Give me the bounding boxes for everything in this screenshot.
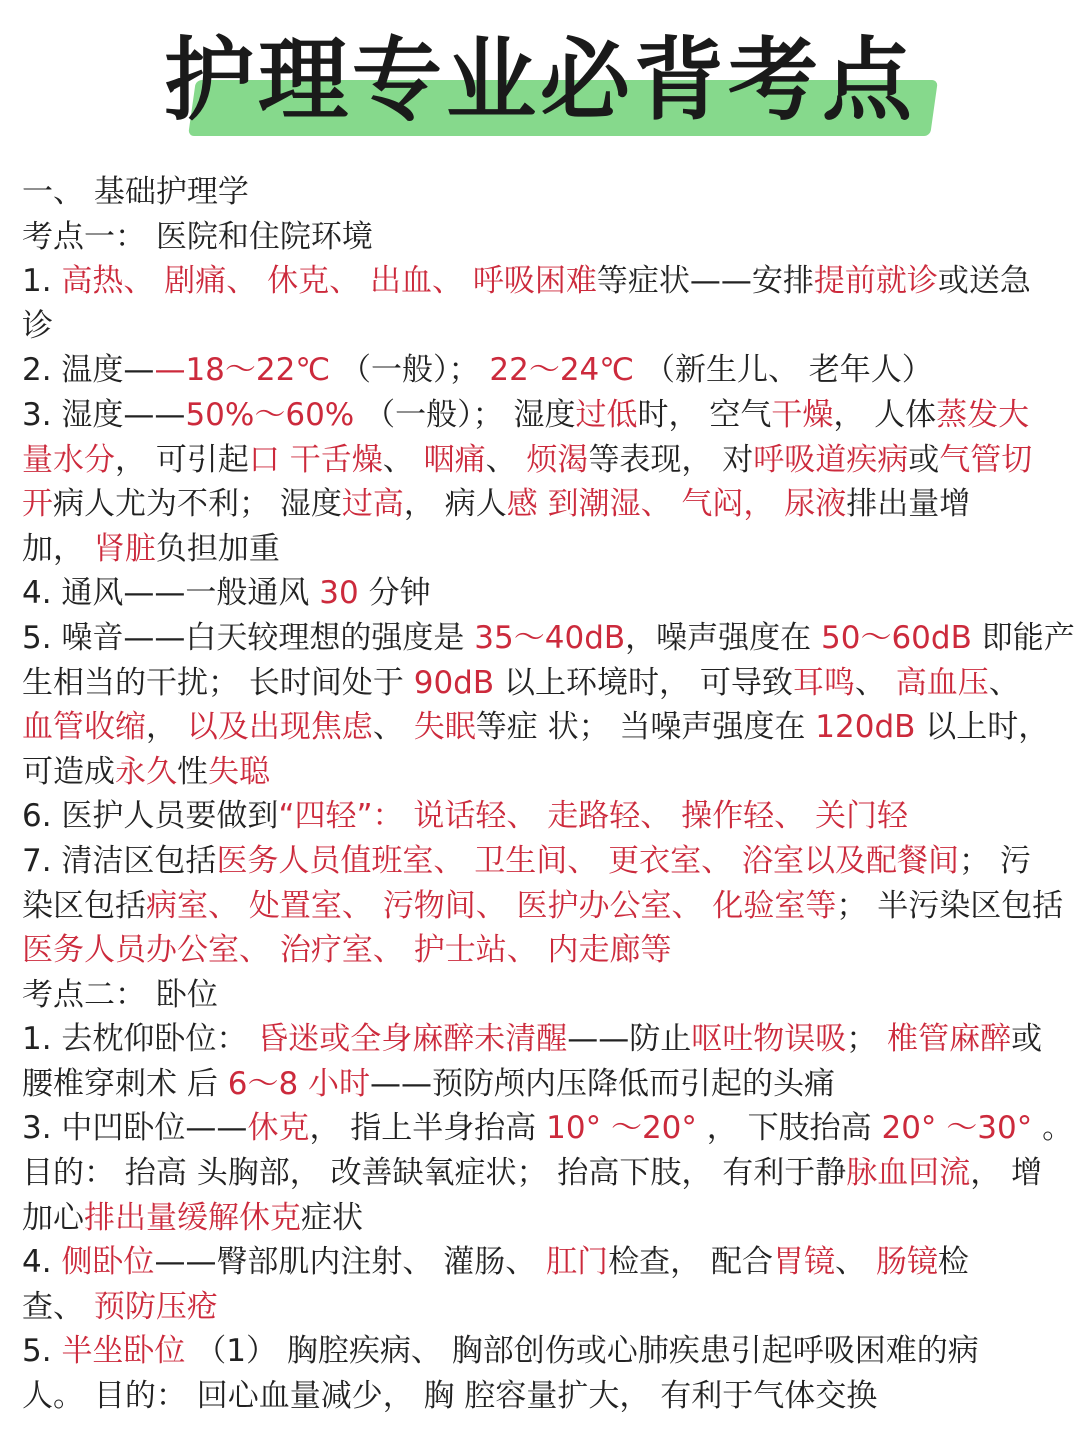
body-text: 检 [937,1244,969,1281]
body-text: 腰椎穿刺术 后 [22,1065,228,1102]
text-line [22,1329,1062,1374]
body-text: 。 [1032,1110,1074,1147]
highlight-text: 提前就诊 [813,263,938,300]
text-line [22,839,1062,884]
highlight-text: 干燥 [771,396,834,433]
text-line [22,1374,1062,1419]
highlight-text: 高热、 剧痛、 休克、 出血、 呼吸困难 [61,263,597,300]
body-text: 性 [177,753,208,790]
text-line [22,661,1062,706]
highlight-text: 过高 [341,486,404,523]
highlight-text: 50～60dB [821,619,972,656]
body-text: 染区包括 [22,887,146,924]
body-text: 查、 [22,1288,94,1325]
highlight-text: 20° ～30° [881,1110,1033,1147]
body-text: 目的： 抬高 头胸部， 改善缺氧症状； 抬高下肢， 有利于静 [22,1155,847,1192]
body-text: 、 [485,441,527,478]
body-text: 可造成 [22,753,115,790]
body-text: （一般）； 湿度 [354,396,576,433]
body-text: 等症状——安排 [596,263,814,300]
highlight-text: 肛门 [546,1244,609,1281]
body-text: 3. 中凹卧位—— [22,1110,248,1147]
body-text: ； 半污染区包括 [836,887,1064,924]
body-text: ——预防颅内压降低而引起的头痛 [370,1065,836,1102]
highlight-text: 过低 [575,396,638,433]
highlight-text: 医务人员值班室、 卫生间、 更衣室、 浴室以及配餐间 [216,842,959,879]
highlight-text: 高血压 [895,664,989,701]
highlight-text: 呕吐物误吸 [691,1021,847,1058]
text-line [22,527,1062,572]
text-line [22,170,1062,215]
highlight-text: 昏迷或全身麻醉未清醒 [257,1021,568,1058]
body-text: ——防止 [567,1021,692,1058]
highlight-text: 感 到潮湿、 气闷， 尿液 [506,486,847,523]
body-text: 、 [854,664,896,701]
highlight-text: 失眠 [413,709,476,746]
body-text: 一、 基础护理学 [22,174,249,210]
text-line [22,1196,1062,1241]
body-text: ， 指上半身抬高 [309,1110,547,1147]
text-line [22,571,1062,616]
text-line [22,616,1075,661]
text-line [22,438,1062,483]
body-text: ， [146,709,187,746]
text-line [22,215,1062,260]
highlight-text: 呼吸道疾病 [753,441,909,478]
body-text: 人。 目的： 回心血量减少， 胸 腔容量扩大， 有利于气体交换 [22,1378,878,1415]
highlight-text: 胃镜 [773,1244,836,1281]
highlight-text: 休克 [247,1110,310,1147]
highlight-text: 30 [319,575,359,612]
body-text: ， 人体 [833,396,937,433]
highlight-text: 侧卧位 [61,1244,155,1281]
title-area [0,0,1080,160]
body-text: （一般）； [330,352,490,389]
body-text: 即能产 [971,619,1075,656]
highlight-text: 血管收缩 [22,709,146,746]
body-text: 排出量增 [846,486,971,523]
body-text: （1） 胸腔疾病、 胸部创伤或心肺疾患引起呼吸困难的病 [185,1333,979,1370]
body-text: 4. [22,1244,62,1281]
body-text: 以上环境时， 可导致 [494,664,793,701]
text-line [22,393,1062,438]
body-text: 分钟 [358,575,431,612]
body-text: 症状 [301,1199,363,1236]
body-text: ； [846,1021,888,1058]
body-text: 4. 通风——一般通风 [22,575,320,612]
text-line [22,973,1062,1018]
highlight-text: 永久 [115,753,177,790]
highlight-text: 肾脏 [93,530,156,567]
text-line [22,884,1062,929]
body-text: 以上时， [915,709,1050,746]
highlight-text: 烦渴 [526,441,589,478]
highlight-text: 气管切 [939,441,1033,478]
text-line [22,705,1062,750]
body-text: （新生儿、 老年人） [634,352,933,389]
highlight-text: 失聪 [208,753,270,790]
body-text: 病人尤为不利； 湿度 [53,486,342,523]
body-text: 加， [22,530,94,567]
body-text: 2. 温度— [22,352,155,389]
highlight-text: 蒸发大 [936,396,1030,433]
body-text: ， 病人 [403,486,507,523]
body-text: 7. 清洁区包括 [22,842,217,879]
body-text: 检查， 配合 [608,1244,774,1281]
text-line [22,1240,1062,1285]
body-text: 时， 空气 [637,396,772,433]
body-text: 、 [372,709,414,746]
highlight-text: 医务人员办公室、 治疗室、 护士站、 内走廊等 [22,932,672,969]
highlight-text: 椎管麻醉 [887,1021,1012,1058]
highlight-text: 排出量缓解休克 [84,1199,301,1236]
body-text: ， 增 [970,1155,1043,1192]
highlight-text: 肠镜 [875,1244,938,1281]
highlight-text: 以及出现焦虑 [186,709,373,746]
body-text: 、 [988,664,1020,701]
highlight-text: 开 [22,486,53,523]
text-line [22,750,1062,795]
text-line [22,1106,1074,1151]
text-line [22,259,1062,304]
highlight-text: 量水分 [22,441,115,478]
body-text: 加心 [22,1199,84,1236]
highlight-text: 病室、 处置室、 污物间、 医护办公室、 化验室等 [146,887,837,924]
body-text: 或 [908,441,940,478]
highlight-text: 耳鸣 [792,664,855,701]
body-text: ； 污 [959,842,1031,879]
highlight-text: 6～8 小时 [227,1065,371,1102]
body-text: 5. 噪音——白天较理想的强度是 [22,619,475,656]
body-text: ——臀部肌内注射、 灌肠、 [154,1244,547,1281]
body-text: 6. 医护人员要做到 [22,798,279,835]
highlight-text: 35～40dB [474,619,626,656]
body-text: 、 [382,441,424,478]
highlight-text: 10° ～20° [546,1110,697,1147]
body-text: 或 [1011,1021,1043,1058]
body-text: 考点一： 医院和住院环境 [22,218,373,255]
text-line [22,1285,1062,1330]
highlight-text: 半坐卧位 [61,1333,186,1370]
highlight-text: —18～22℃ [154,352,331,389]
highlight-text: 50%～60% [185,396,355,433]
body-text: 等症 状； 当噪声强度在 [475,709,816,746]
body-text: ， 下肢抬高 [696,1110,882,1147]
text-line [22,348,1062,393]
text-line [22,482,1062,527]
body-text: 诊 [22,307,53,344]
highlight-text: 脉血回流 [846,1155,971,1192]
highlight-text: 120dB [815,709,916,746]
notes-body [22,170,1075,1419]
text-line [22,1017,1062,1062]
body-text: ，噪声强度在 [625,619,821,656]
text-line [22,928,1062,973]
text-line [22,1151,1062,1196]
body-text: 、 [835,1244,876,1281]
highlight-text: 口 干舌燥 [248,441,383,478]
text-line [22,304,1062,349]
text-line [22,1062,1062,1107]
body-text: 生相当的干扰； 长时间处于 [22,664,414,701]
body-text: 5. [22,1333,62,1370]
highlight-text: 22～24℃ [489,352,635,389]
highlight-text: “四轻”： 说话轻、 走路轻、 操作轻、 关门轻 [278,798,908,835]
body-text: 负担加重 [155,530,280,567]
body-text: 或送急 [937,263,1031,300]
body-text: 1. 去枕仰卧位： [22,1021,258,1058]
highlight-text: 咽痛 [423,441,486,478]
body-text: 考点二： 卧位 [22,976,218,1013]
body-text: 1. [22,263,62,300]
highlight-text: 预防压疮 [93,1288,218,1325]
body-text: 等表现， 对 [588,441,754,478]
highlight-text: 90dB [413,664,495,701]
page-title: 护理专业必背考点 [164,28,916,133]
text-line [22,794,1062,839]
body-text: 3. 湿度—— [22,396,186,433]
body-text: ， 可引起 [115,441,249,478]
